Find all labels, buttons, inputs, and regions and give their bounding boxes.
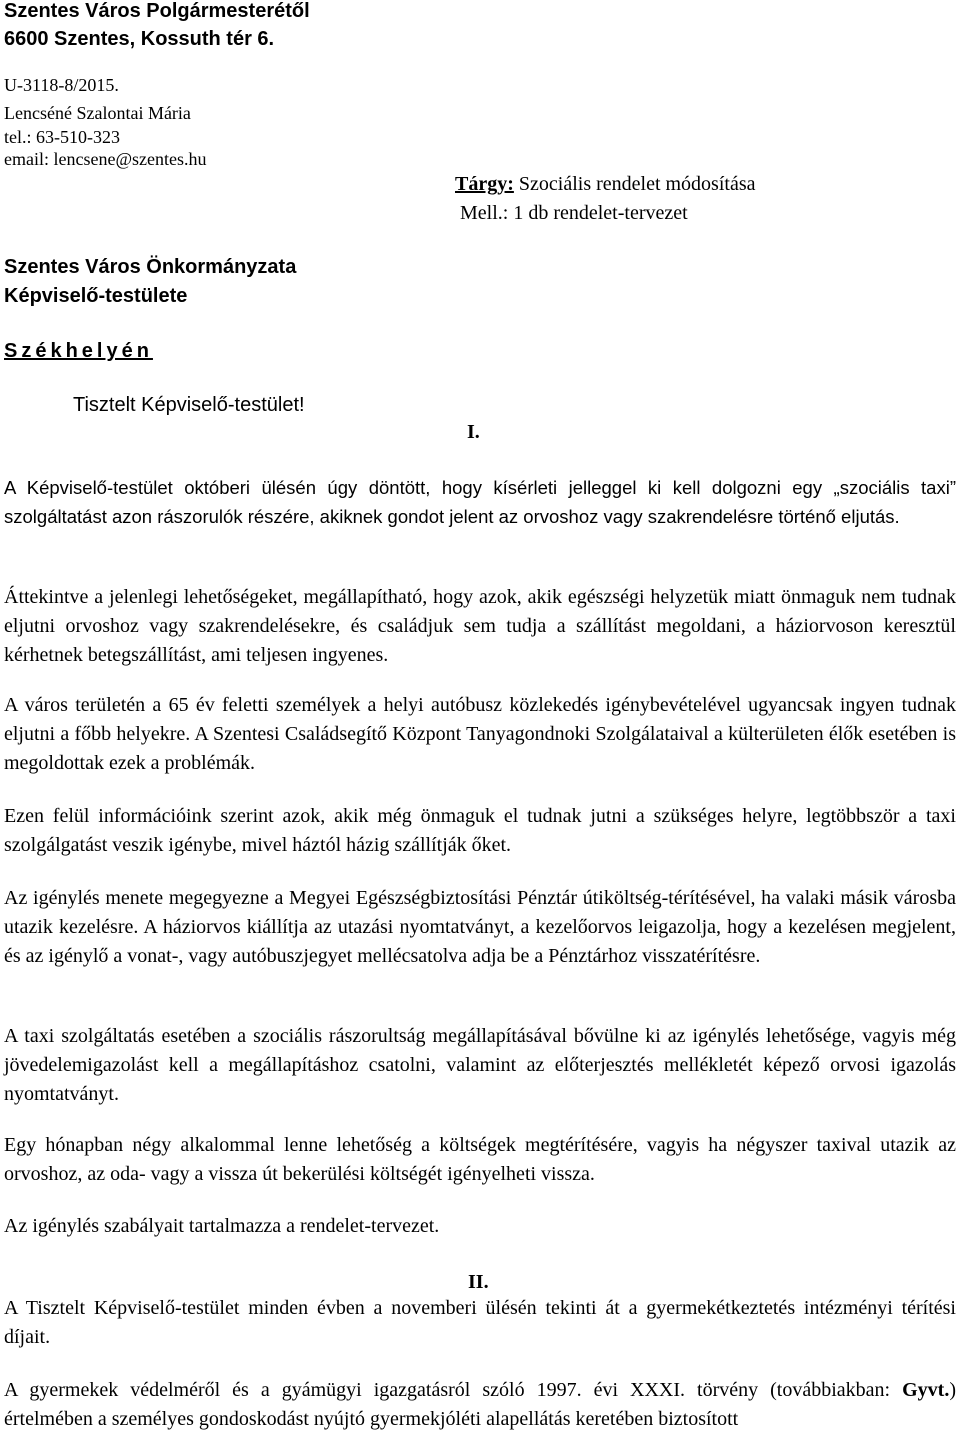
reference-number: U-3118-8/2015. bbox=[4, 75, 119, 95]
attachment-line: Mell.: 1 db rendelet-tervezet bbox=[460, 202, 688, 224]
clerk-phone: tel.: 63-510-323 bbox=[4, 127, 120, 147]
section-heading-2: II. bbox=[468, 1271, 489, 1293]
subject-line bbox=[455, 173, 756, 196]
subject-label: Tárgy: bbox=[455, 173, 514, 195]
clerk-email: email: lencsene@szentes.hu bbox=[4, 149, 207, 169]
paragraph-4: Ezen felül információink szerint azok, akik még önmaguk el tudnak jutni a szükséges helyre, legtöbbször a taxi szolgálgatást veszik igénybe, mivel háztól házig szállítják őket. bbox=[4, 805, 956, 856]
paragraph-6: A taxi szolgáltatás esetében a szociális rászorultság megállapításával bővülne ki az igénylés lehetősége, vagyis még jövedelemigazolást kell a megállapításhoz csatolni, valamint az előterjesztés mellékletét képező orvosi igazolás nyomtatványt. bbox=[4, 1025, 956, 1105]
clerk-name: Lencséné Szalontai Mária bbox=[4, 103, 191, 123]
paragraph-10-end: ) értelmében a személyes gondoskodást nyújtó gyermekjóléti alapellátás keretében biztosított bbox=[4, 1379, 956, 1430]
addressee-line2: Képviselő-testülete bbox=[4, 285, 188, 307]
sender-name: Szentes Város Polgármesterétől bbox=[4, 0, 310, 22]
section-heading-1: I. bbox=[467, 421, 480, 443]
paragraph-9: A Tisztelt Képviselő-testület minden évben a novemberi ülésén tekinti át a gyermekétkeztetés intézményi térítési díjait. bbox=[4, 1297, 956, 1348]
paragraph-3: A város területén a 65 év feletti személyek a helyi autóbusz közlekedés igénybevételével ugyancsak ingyen tudnak eljutni a főbb helyekre. A Szentesi Családsegítő Központ Tanyagondnoki Szolgálataival a külterületen élők esetében is megoldottak ezek a problémák. bbox=[4, 694, 956, 774]
paragraph-5: Az igénylés menete megegyezne a Megyei Egészségbiztosítási Pénztár útiköltség-térítésével, ha valaki másik városba utazik kezelésre. A háziorvos kiállítja az utazási nyomtatványt, a kezelőorvos leigazolja, hogy a kezelésen megjelent, és az igénylő a vonat-, vagy autóbuszjegyet mellécsatolva adja be a Pénztárhoz visszatérítésre. bbox=[4, 887, 956, 967]
subject-text: Szociális rendelet módosítása bbox=[513, 173, 756, 195]
paragraph-8: Az igénylés szabályait tartalmazza a rendelet-tervezet. bbox=[4, 1215, 440, 1237]
paragraph-10-start: A gyermekek védelméről és a gyámügyi igazgatásról szóló 1997. évi XXXI. törvény (továbbiakban: bbox=[4, 1379, 903, 1401]
paragraph-2: Áttekintve a jelenlegi lehetőségeket, megállapítható, hogy azok, akik egészségi helyzetük miatt önmaguk nem tudnak eljutni orvoshoz vagy szakrendelésekre, és családjuk sem tudja a szállítást megoldani, a háziorvoson keresztül kérhetnek betegszállítást, ami teljesen ingyenes. bbox=[4, 586, 956, 666]
law-abbreviation: Gyvt. bbox=[902, 1379, 950, 1401]
addressee-line1: Szentes Város Önkormányzata bbox=[4, 256, 297, 278]
salutation: Tisztelt Képviselő-testület! bbox=[73, 394, 305, 416]
paragraph-10 bbox=[4, 1376, 956, 1434]
sender-address: 6600 Szentes, Kossuth tér 6. bbox=[4, 28, 275, 50]
addressee-seat: Székhelyén bbox=[4, 340, 153, 362]
paragraph-7: Egy hónapban négy alkalommal lenne lehetőség a költségek megtérítésére, vagyis ha négyszer taxival utazik az orvoshoz, az oda- vagy a vissza út bekerülési költségét igényelheti vissza. bbox=[4, 1134, 956, 1185]
paragraph-1: A Képviselő-testület októberi ülésén úgy döntött, hogy kísérleti jelleggel ki kell dolgozni egy „szociális taxi” szolgáltatást azon rászorulók részére, akiknek gondot jelent az orvoshoz vagy szakrendelésre történő eljutás. bbox=[4, 477, 956, 527]
